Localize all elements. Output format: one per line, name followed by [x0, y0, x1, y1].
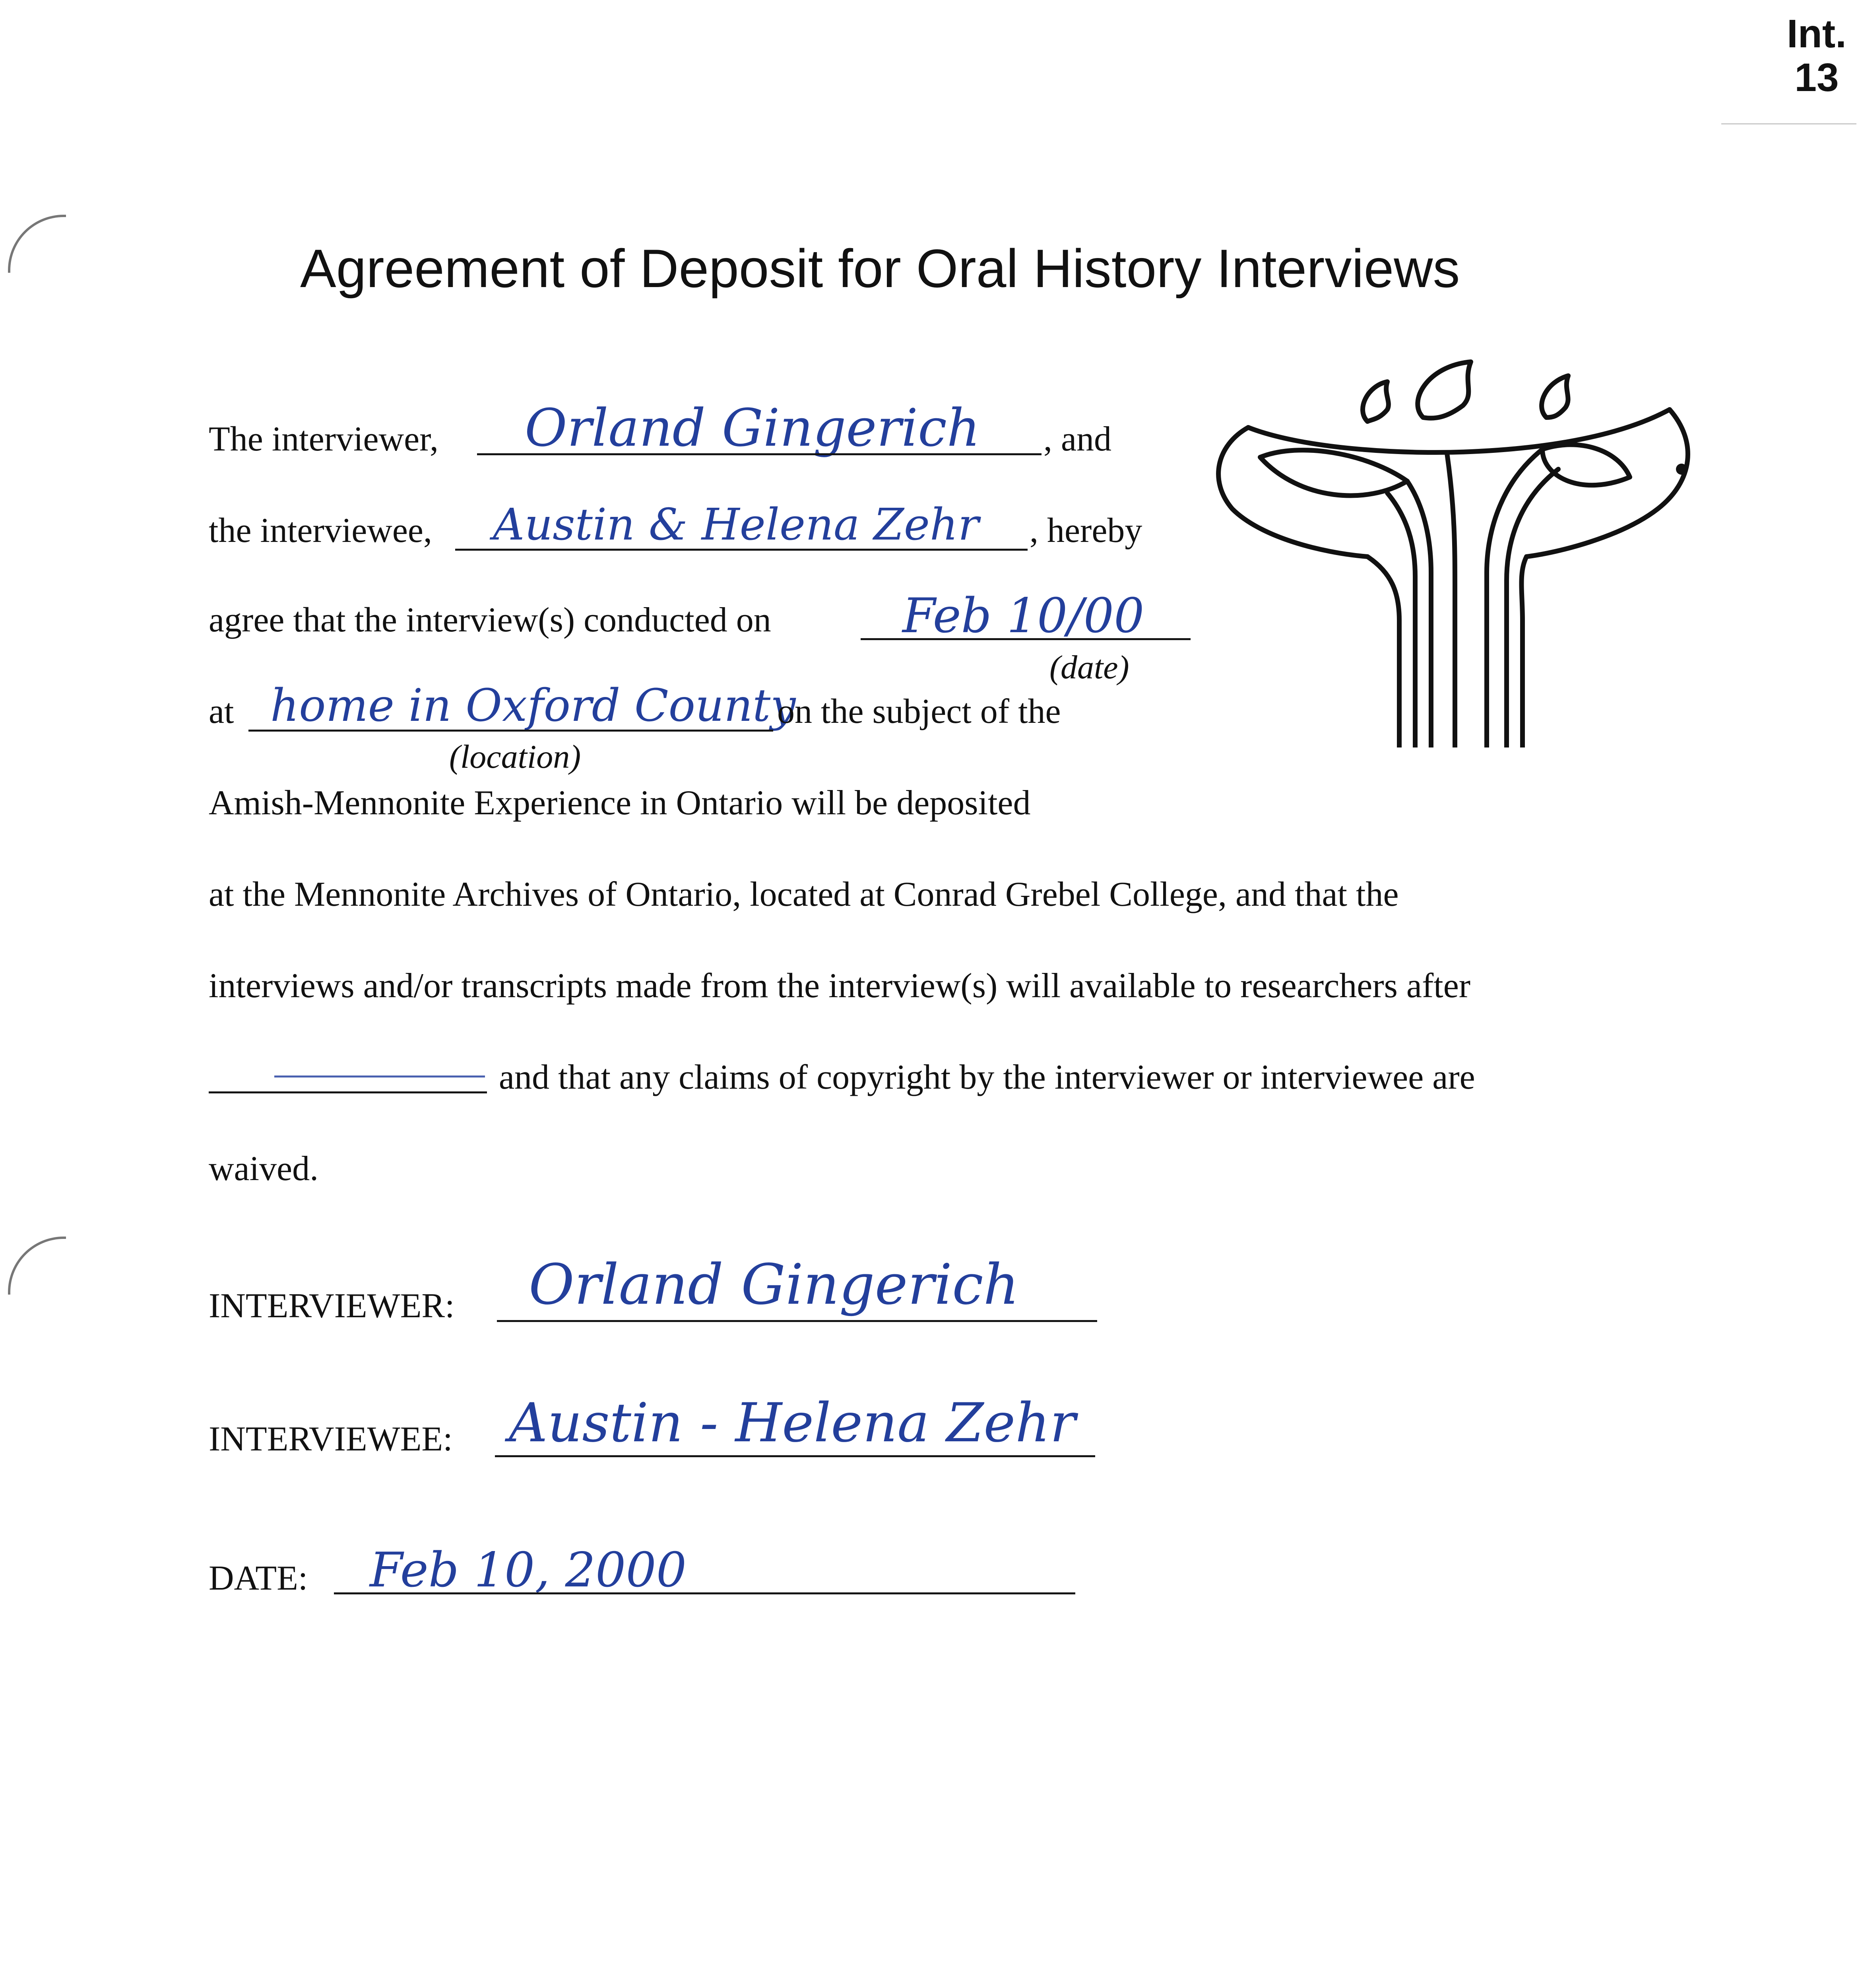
date-sig-label: DATE: — [209, 1559, 308, 1598]
interviewer-prefix: The interviewer, — [209, 420, 438, 458]
interview-number-tag — [1777, 12, 1856, 99]
interviewee-prefix: the interviewee, — [209, 511, 432, 550]
interviewer-signature: Orland Gingerich — [529, 1252, 1019, 1317]
signature-date-underline — [334, 1592, 1075, 1594]
interviewer-field[interactable]: Orland Gingerich — [525, 398, 980, 458]
flame-middle — [1418, 362, 1471, 418]
conducted-date-underline — [861, 638, 1191, 640]
interviewer-sig-underline[interactable] — [497, 1320, 1097, 1322]
body-line-7: interviews and/or transcripts made from the interview(s) will available to researchers after — [209, 967, 1471, 1005]
body-line-8: and that any claims of copyright by the interviewer or interviewee are — [499, 1058, 1475, 1097]
interviewee-underline — [455, 549, 1028, 551]
logo-eye-dot — [1676, 464, 1687, 475]
punch-hole-middle — [8, 1237, 66, 1295]
tag-line-2: 13 — [1794, 55, 1839, 100]
interviewee-sig-label: INTERVIEWEE: — [209, 1420, 453, 1458]
interviewee-field[interactable]: Austin & Helena Zehr — [493, 499, 979, 550]
interviewee-suffix: , hereby — [1030, 511, 1142, 550]
interviewer-underline — [477, 453, 1042, 455]
interviewer-suffix: , and — [1043, 420, 1112, 458]
availability-date-underline[interactable] — [209, 1091, 487, 1093]
signature-date-field[interactable]: Feb 10, 2000 — [370, 1543, 687, 1598]
mennonite-logo — [1201, 350, 1709, 747]
location-suffix: on the subject of the — [777, 692, 1061, 731]
location-underline — [248, 730, 773, 732]
location-field[interactable]: home in Oxford County — [270, 680, 796, 732]
date-caption: (date) — [1049, 649, 1129, 686]
interviewer-sig-label: INTERVIEWER: — [209, 1287, 455, 1325]
location-caption: (location) — [449, 738, 581, 775]
availability-dash-mark — [274, 1076, 485, 1077]
page-title: Agreement of Deposit for Oral History Interviews — [300, 238, 1460, 299]
body-line-6: at the Mennonite Archives of Ontario, located at Conrad Grebel College, and that the — [209, 875, 1399, 914]
flame-right — [1542, 376, 1568, 417]
interviewee-sig-underline[interactable] — [495, 1455, 1095, 1457]
body-line-5: Amish-Mennonite Experience in Ontario will be deposited — [209, 784, 1031, 822]
at-prefix: at — [209, 692, 234, 731]
tag-underline — [1721, 123, 1856, 124]
punch-hole-top — [8, 215, 66, 273]
flame-left — [1363, 382, 1389, 421]
tag-line-1: Int. — [1787, 12, 1846, 56]
body-line-9: waived. — [209, 1149, 319, 1188]
conducted-prefix: agree that the interview(s) conducted on — [209, 601, 771, 639]
interviewee-signature: Austin - Helena Zehr — [509, 1392, 1076, 1454]
conducted-date-field[interactable]: Feb 10/00 — [902, 588, 1144, 644]
